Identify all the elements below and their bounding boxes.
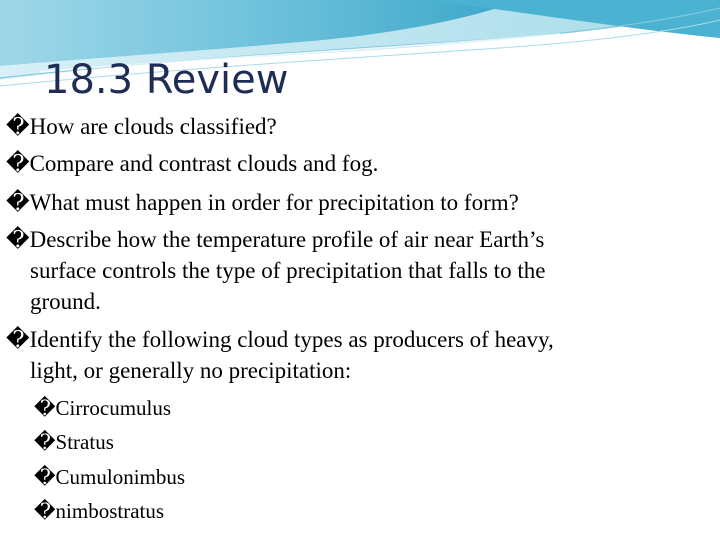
list-item bbox=[6, 188, 519, 218]
question-text-continued: ground. bbox=[30, 289, 101, 314]
cloud-type-text: Cirrocumulus bbox=[55, 396, 172, 420]
cloud-type-text: nimbostratus bbox=[55, 499, 165, 523]
question-text: Describe how the temperature profile of air near Earth’s bbox=[29, 227, 545, 252]
sub-list-item bbox=[34, 427, 114, 457]
sub-list-item bbox=[34, 393, 171, 423]
cloud-type-text: Stratus bbox=[55, 430, 114, 454]
question-text-continued: surface controls the type of precipitation that falls to the bbox=[30, 258, 546, 283]
question-text: How are clouds classified? bbox=[29, 114, 277, 139]
bullet-marker: � bbox=[6, 190, 30, 215]
question-text: Compare and contrast clouds and fog. bbox=[29, 151, 379, 176]
list-item bbox=[6, 149, 378, 179]
cloud-type-text: Cumulonimbus bbox=[55, 465, 186, 489]
bullet-marker: � bbox=[34, 396, 56, 420]
question-text: What must happen in order for precipitation to form? bbox=[29, 190, 519, 215]
bullet-marker: � bbox=[34, 465, 56, 489]
bullet-marker: � bbox=[34, 499, 56, 523]
list-item bbox=[6, 325, 554, 355]
question-text: Identify the following cloud types as producers of heavy, bbox=[29, 327, 554, 352]
bullet-marker: � bbox=[6, 227, 30, 252]
sub-list-item bbox=[34, 462, 185, 492]
question-text-continued: light, or generally no precipitation: bbox=[30, 358, 352, 383]
list-item bbox=[6, 112, 277, 142]
bullet-marker: � bbox=[6, 327, 30, 352]
bullet-marker: � bbox=[6, 151, 30, 176]
bullet-marker: � bbox=[34, 430, 56, 454]
list-item bbox=[6, 225, 544, 255]
slide-title: 18.3 Review bbox=[44, 57, 289, 103]
sub-list-item bbox=[34, 496, 164, 526]
bullet-marker: � bbox=[6, 114, 30, 139]
